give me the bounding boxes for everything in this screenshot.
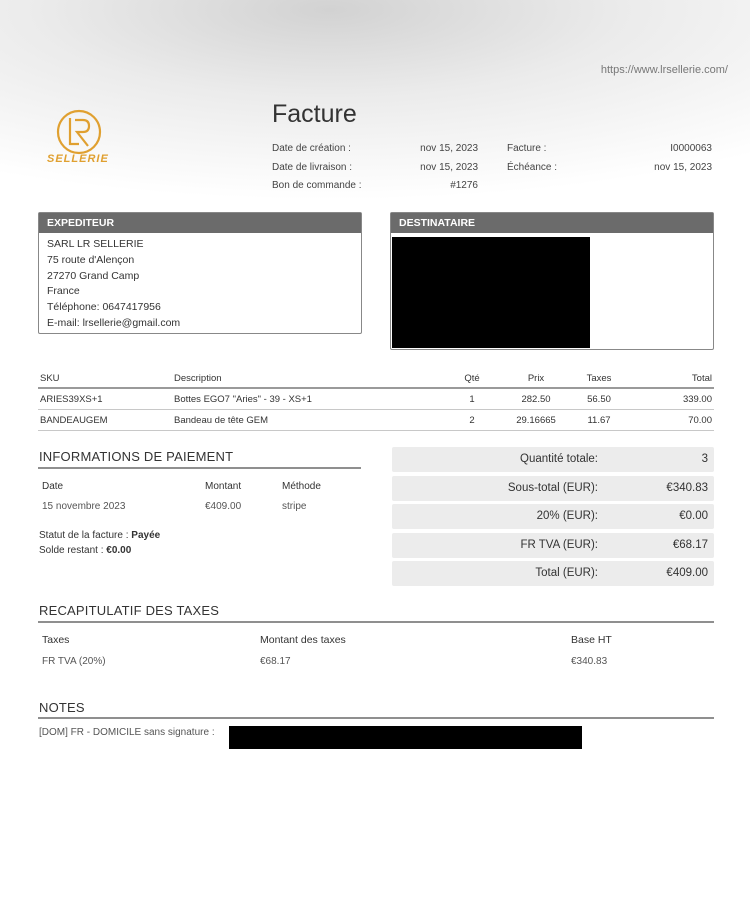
- payment-amount-value: €409.00: [205, 501, 242, 512]
- balance-due-label: Solde restant :: [39, 545, 104, 556]
- purchase-order-value: #1276: [450, 180, 478, 191]
- sender-box: [38, 212, 362, 334]
- summary-row-vat20: [392, 504, 714, 529]
- item-price: 29.16665: [502, 410, 570, 431]
- payment-section-title: INFORMATIONS DE PAIEMENT: [39, 449, 234, 464]
- sender-phone: Téléphone: 0647417956: [47, 301, 161, 314]
- summary-label: 20% (EUR):: [536, 510, 598, 522]
- summary-value: €409.00: [666, 567, 708, 579]
- website-url: https://www.lrsellerie.com/: [600, 64, 728, 76]
- summary-label: Sous-total (EUR):: [507, 481, 598, 494]
- notes-title: NOTES: [39, 700, 85, 715]
- delivery-date-value: nov 15, 2023: [420, 162, 478, 173]
- col-taxes: Taxes: [570, 371, 628, 388]
- notes-text: [DOM] FR - DOMICILE sans signature :: [39, 727, 215, 738]
- tax-recap-title: RECAPITULATIF DES TAXES: [39, 603, 220, 618]
- invoice-status: [39, 530, 160, 541]
- summary-row-fr-tva: [392, 533, 714, 558]
- items-table: [38, 371, 714, 431]
- recipient-box-title: DESTINATAIRE: [391, 213, 713, 233]
- totals-summary: [392, 447, 714, 590]
- balance-due-value: €0.00: [106, 545, 132, 556]
- col-description: Description: [172, 371, 442, 388]
- sender-line: 75 route d'Alençon: [47, 253, 135, 266]
- item-sku: BANDEAUGEM: [38, 410, 172, 431]
- sender-address: [39, 233, 361, 336]
- item-total: 70.00: [628, 410, 714, 431]
- item-taxes: 11.67: [570, 410, 628, 431]
- summary-value: €340.83: [666, 481, 708, 494]
- due-date-value: nov 15, 2023: [654, 162, 712, 173]
- payment-date-value: 15 novembre 2023: [42, 501, 126, 512]
- payment-method-value: stripe: [282, 501, 307, 512]
- summary-row-subtotal: [392, 476, 714, 501]
- sender-line: 27270 Grand Camp: [47, 269, 140, 282]
- sender-line: France: [47, 285, 80, 298]
- purchase-order-label: Bon de commande :: [272, 180, 362, 191]
- sender-box-title: EXPEDITEUR: [39, 213, 361, 233]
- sender-email: E-mail: lrsellerie@gmail.com: [47, 316, 181, 329]
- summary-value: €68.17: [672, 538, 708, 551]
- item-total: 339.00: [628, 388, 714, 410]
- tax-base-value: €340.83: [571, 656, 608, 667]
- invoice-status-label: Statut de la facture :: [39, 530, 129, 541]
- payment-amount-header: Montant: [205, 481, 242, 492]
- notes-divider: [38, 717, 714, 719]
- tax-amount-value: €68.17: [260, 656, 291, 667]
- payment-method-header: Méthode: [282, 481, 321, 492]
- summary-label: Total (EUR):: [535, 567, 598, 579]
- summary-row-total: [392, 561, 714, 586]
- due-date-label: Échéance :: [507, 162, 558, 173]
- summary-value: 3: [701, 453, 708, 465]
- summary-value: €0.00: [679, 510, 708, 522]
- payment-divider: [38, 467, 361, 469]
- item-qty: 1: [442, 388, 502, 410]
- summary-label: FR TVA (EUR):: [520, 538, 598, 551]
- item-price: 282.50: [502, 388, 570, 410]
- item-description: Bandeau de tête GEM: [172, 410, 442, 431]
- creation-date-value: nov 15, 2023: [420, 143, 478, 154]
- col-qty: Qté: [442, 371, 502, 388]
- col-sku: SKU: [38, 371, 172, 388]
- creation-date-label: Date de création :: [272, 143, 351, 154]
- summary-label: Quantité totale:: [520, 453, 598, 465]
- tax-recap-divider: [38, 621, 714, 623]
- summary-row-quantity: [392, 447, 714, 472]
- col-total: Total: [628, 371, 714, 388]
- tax-header-taxes: Taxes: [42, 634, 70, 646]
- item-qty: 2: [442, 410, 502, 431]
- tax-header-base: Base HT: [571, 634, 612, 646]
- logo-wordmark: SELLERIE: [47, 153, 109, 165]
- invoice-title: Facture: [272, 100, 357, 128]
- invoice-status-value: Payée: [131, 530, 161, 541]
- invoice-number-value: I0000063: [670, 143, 712, 154]
- item-taxes: 56.50: [570, 388, 628, 410]
- notes-redaction: [229, 726, 582, 749]
- recipient-redaction: [392, 237, 590, 348]
- tax-header-amount: Montant des taxes: [260, 634, 346, 646]
- balance-due: [39, 545, 131, 556]
- table-row: [38, 410, 714, 431]
- invoice-number-label: Facture :: [507, 143, 547, 154]
- col-price: Prix: [502, 371, 570, 388]
- item-sku: ARIES39XS+1: [38, 388, 172, 410]
- tax-name-value: FR TVA (20%): [42, 656, 106, 667]
- items-header-row: [38, 371, 714, 388]
- payment-date-header: Date: [42, 481, 64, 492]
- item-description: Bottes EGO7 "Aries" - 39 - XS+1: [172, 388, 442, 410]
- table-row: [38, 388, 714, 410]
- sender-line: SARL LR SELLERIE: [47, 238, 144, 250]
- delivery-date-label: Date de livraison :: [272, 162, 353, 173]
